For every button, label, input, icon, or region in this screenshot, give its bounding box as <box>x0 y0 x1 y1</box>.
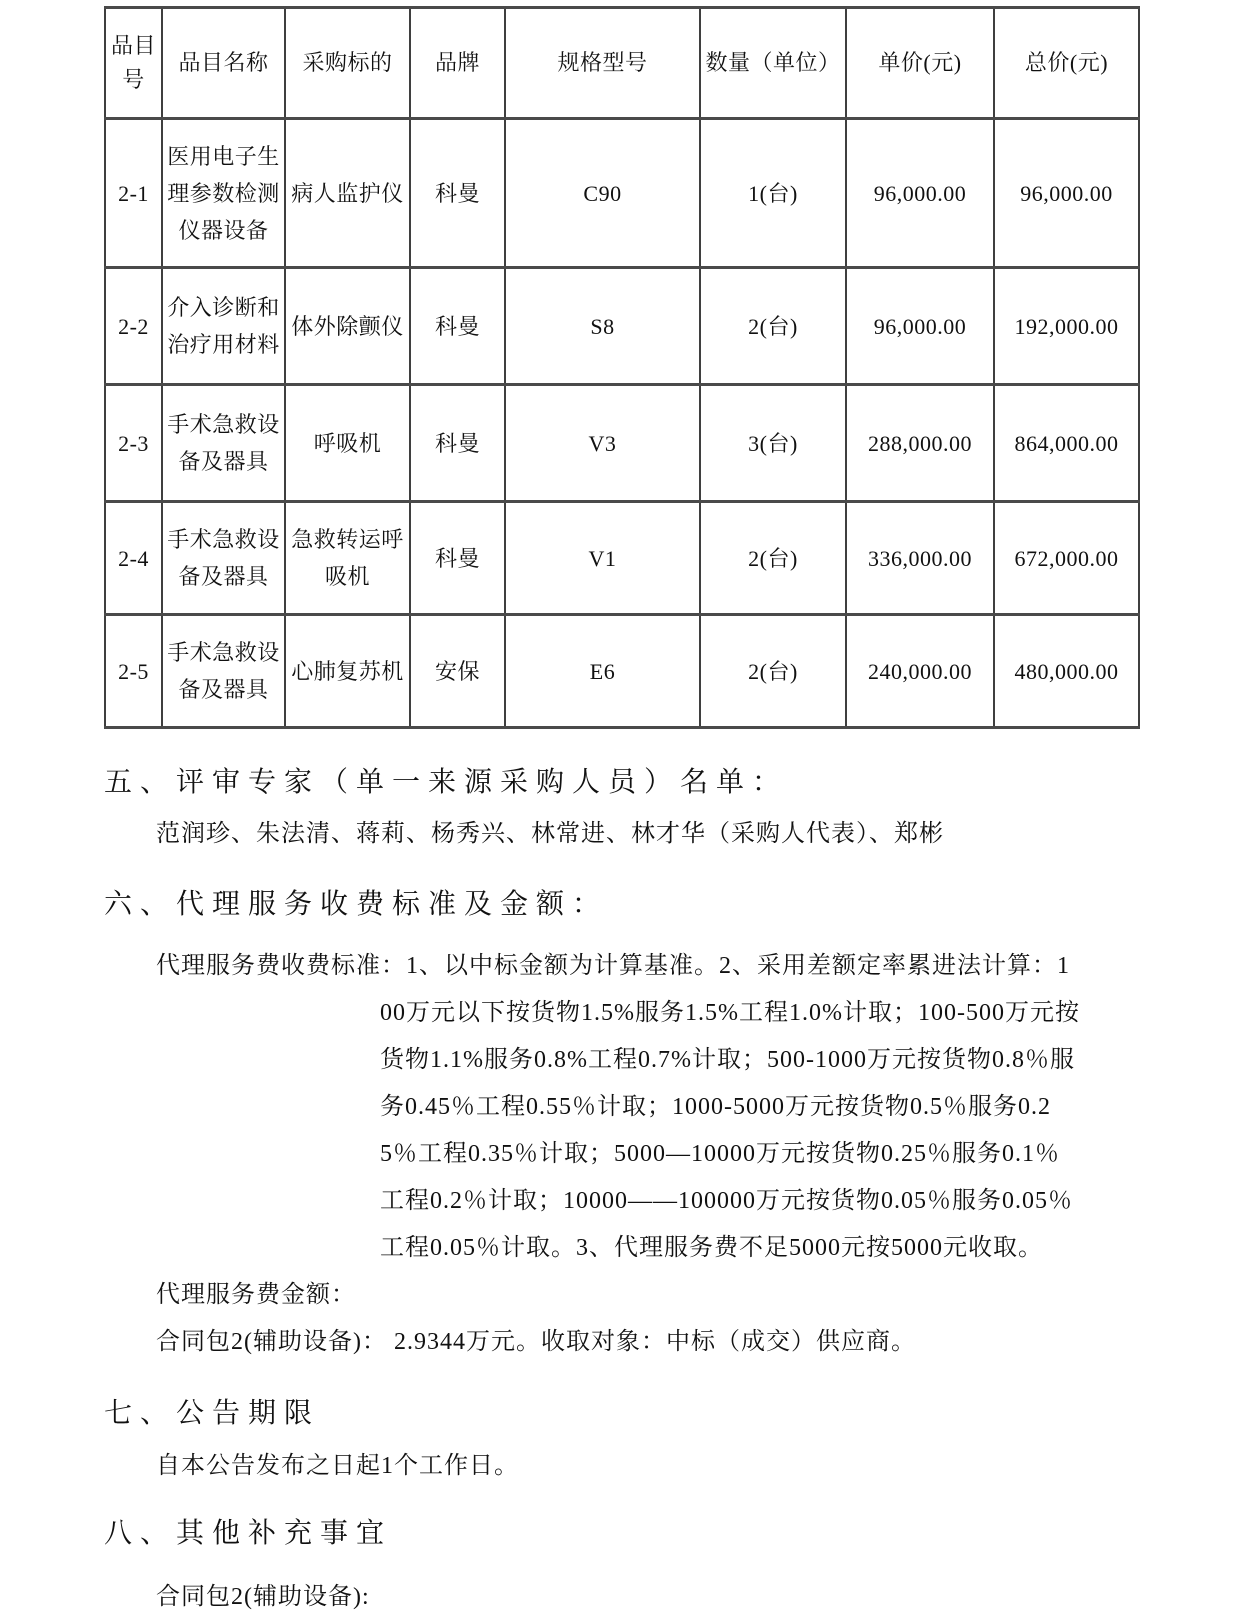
col-header-total-price: 总价(元) <box>994 8 1139 119</box>
cell-brand: 安保 <box>410 615 505 728</box>
expert-names: 范润珍、朱法清、蒋莉、杨秀兴、林常进、林才华（采购人代表）、郑彬 <box>156 821 944 847</box>
table-row <box>105 385 1139 502</box>
cell-quantity: 3(台) <box>700 385 846 502</box>
col-header-unit-price: 单价(元) <box>846 8 994 119</box>
cell-item-no: 2-3 <box>105 385 162 502</box>
section-7-heading: 七、公告期限 <box>104 1398 321 1429</box>
cell-item-name: 手术急救设备及器具 <box>162 502 285 615</box>
equipment-table-body <box>105 119 1139 728</box>
cell-quantity: 2(台) <box>700 268 846 385</box>
col-header-brand: 品牌 <box>410 8 505 119</box>
cell-item-no: 2-2 <box>105 268 162 385</box>
fee-standard-line: 5％工程0.35％计取；5000—10000万元按货物0.25％服务0.1％ <box>380 1141 1060 1167</box>
fee-amount-label: 代理服务费金额： <box>156 1282 356 1308</box>
col-header-quantity: 数量（单位） <box>700 8 846 119</box>
announcement-period: 自本公告发布之日起1个工作日。 <box>156 1453 519 1479</box>
cell-unit-price: 96,000.00 <box>846 268 994 385</box>
fee-standard-paragraph <box>104 943 1138 1272</box>
cell-procurement-target: 急救转运呼吸机 <box>285 502 410 615</box>
cell-item-name: 医用电子生理参数检测仪器设备 <box>162 119 285 268</box>
cell-quantity: 2(台) <box>700 615 846 728</box>
cell-spec-model: S8 <box>505 268 700 385</box>
col-header-item-no: 品目号 <box>105 8 162 119</box>
cell-item-name: 介入诊断和治疗用材料 <box>162 268 285 385</box>
col-header-item-name: 品目名称 <box>162 8 285 119</box>
cell-unit-price: 288,000.00 <box>846 385 994 502</box>
table-row <box>105 119 1139 268</box>
cell-total-price: 864,000.00 <box>994 385 1139 502</box>
cell-brand: 科曼 <box>410 119 505 268</box>
col-header-procurement-target: 采购标的 <box>285 8 410 119</box>
cell-item-no: 2-4 <box>105 502 162 615</box>
cell-brand: 科曼 <box>410 502 505 615</box>
cell-brand: 科曼 <box>410 385 505 502</box>
cell-spec-model: V1 <box>505 502 700 615</box>
cell-unit-price: 240,000.00 <box>846 615 994 728</box>
table-row <box>105 615 1139 728</box>
cell-unit-price: 336,000.00 <box>846 502 994 615</box>
fee-standard-line: 货物1.1%服务0.8%工程0.7%计取；500-1000万元按货物0.8％服 <box>380 1047 1075 1073</box>
cell-spec-model: V3 <box>505 385 700 502</box>
cell-spec-model: C90 <box>505 119 700 268</box>
col-header-spec-model: 规格型号 <box>505 8 700 119</box>
cell-procurement-target: 心肺复苏机 <box>285 615 410 728</box>
section-8-heading: 八、其他补充事宜 <box>104 1518 393 1549</box>
fee-standard-line: 工程0.2％计取；10000——100000万元按货物0.05％服务0.05％ <box>380 1188 1073 1214</box>
cell-item-name: 手术急救设备及器具 <box>162 615 285 728</box>
fee-standard-line: 00万元以下按货物1.5%服务1.5%工程1.0%计取；100-500万元按 <box>380 1000 1080 1026</box>
cell-item-no: 2-1 <box>105 119 162 268</box>
fee-amount-line: 合同包2(辅助设备)： 2.9344万元。收取对象：中标（成交）供应商。 <box>156 1329 916 1355</box>
cell-procurement-target: 病人监护仪 <box>285 119 410 268</box>
cell-spec-model: E6 <box>505 615 700 728</box>
cell-total-price: 480,000.00 <box>994 615 1139 728</box>
table-header-row <box>105 8 1139 119</box>
cell-total-price: 96,000.00 <box>994 119 1139 268</box>
cell-quantity: 1(台) <box>700 119 846 268</box>
cell-brand: 科曼 <box>410 268 505 385</box>
equipment-table <box>104 6 1140 729</box>
cell-total-price: 672,000.00 <box>994 502 1139 615</box>
cell-procurement-target: 呼吸机 <box>285 385 410 502</box>
contract-package-note: 合同包2(辅助设备): <box>156 1584 370 1610</box>
section-6-heading: 六、代理服务收费标准及金额： <box>104 889 609 920</box>
cell-item-no: 2-5 <box>105 615 162 728</box>
fee-standard-line: 务0.45％工程0.55％计取；1000-5000万元按货物0.5％服务0.2 <box>380 1094 1051 1120</box>
table-row <box>105 502 1139 615</box>
cell-procurement-target: 体外除颤仪 <box>285 268 410 385</box>
cell-unit-price: 96,000.00 <box>846 119 994 268</box>
cell-quantity: 2(台) <box>700 502 846 615</box>
cell-total-price: 192,000.00 <box>994 268 1139 385</box>
fee-standard-line: 工程0.05％计取。3、代理服务费不足5000元按5000元收取。 <box>380 1235 1043 1261</box>
cell-item-name: 手术急救设备及器具 <box>162 385 285 502</box>
section-5-heading: 五、评审专家（单一来源采购人员）名单： <box>104 767 789 798</box>
table-row <box>105 268 1139 385</box>
fee-standard-line: 代理服务费收费标准：1、以中标金额为计算基准。2、采用差额定率累进法计算：1 <box>156 953 1070 979</box>
